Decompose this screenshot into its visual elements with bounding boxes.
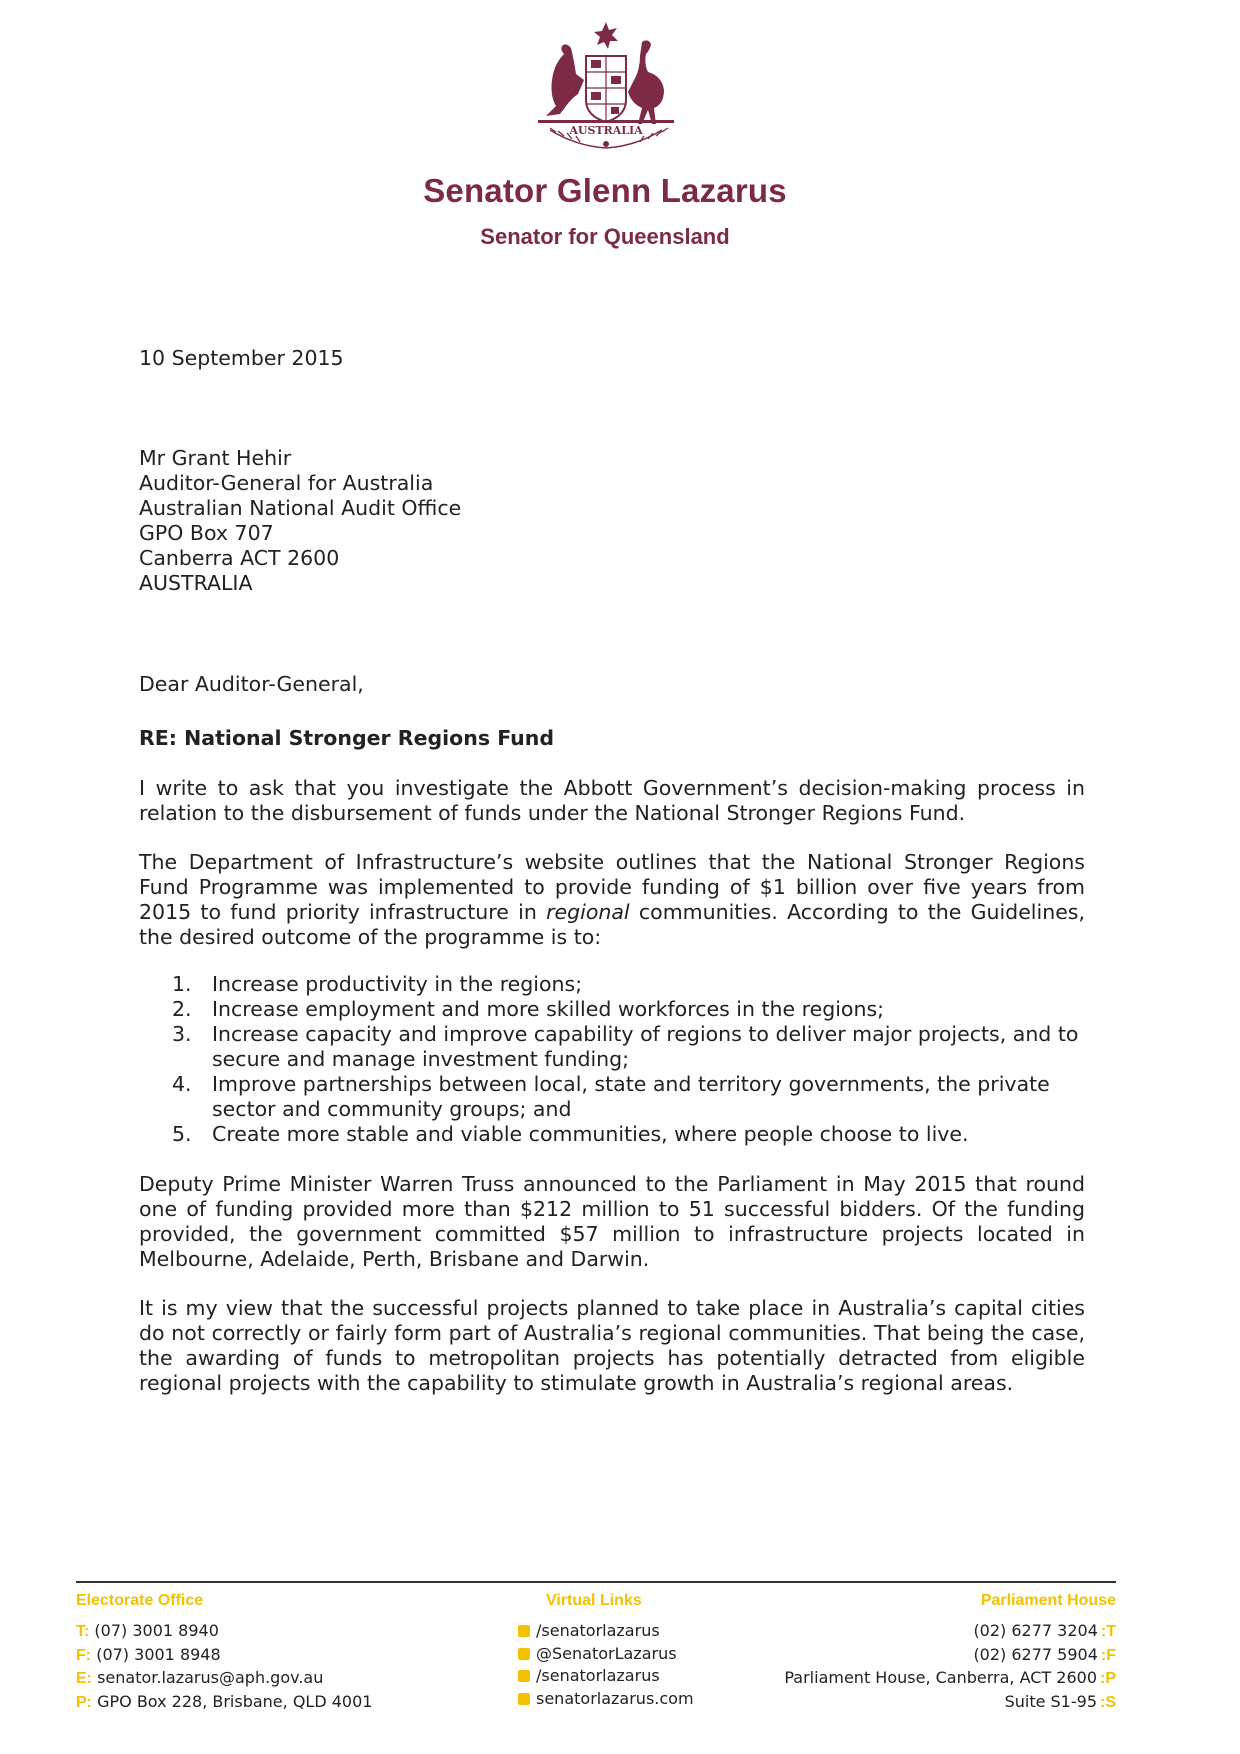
- address-line: Canberra ACT 2600: [139, 546, 340, 570]
- contact-key: P:: [76, 1693, 92, 1711]
- list-item-text: Increase employment and more skilled workforces in the regions;: [212, 997, 885, 1021]
- paragraph-2: [139, 850, 1085, 950]
- list-item-text: Create more stable and viable communities, where people choose to live.: [212, 1122, 969, 1146]
- website-link: senatorlazarus.com: [536, 1688, 694, 1708]
- paragraph-2-emphasis: regional: [546, 900, 630, 924]
- contact-row: [784, 1644, 1116, 1668]
- address-line: AUSTRALIA: [139, 571, 253, 595]
- footer-divider: [76, 1581, 1116, 1583]
- youtube-icon: [518, 1670, 530, 1682]
- list-item-text: Increase productivity in the regions;: [212, 972, 583, 996]
- parliament-house-details: [784, 1620, 1116, 1714]
- fax-number: (07) 3001 8948: [96, 1644, 221, 1664]
- letter-date: 10 September 2015: [139, 346, 344, 370]
- facebook-link: /senatorlazarus: [536, 1621, 660, 1640]
- electorate-office-heading: Electorate Office: [76, 1592, 204, 1609]
- list-number: 4.: [172, 1072, 192, 1096]
- contact-row: [518, 1688, 694, 1711]
- youtube-link: /senatorlazarus: [536, 1666, 660, 1685]
- contact-row: [784, 1620, 1116, 1644]
- contact-row: [784, 1691, 1116, 1715]
- contact-row: [518, 1643, 694, 1666]
- paragraph-4: It is my view that the successful projects planned to take place in Australia’s capital cities do not correctly or fairly form part of Australia’s regional communities. That being the case, the awarding of funds to metropolitan projects has potentially detracted from eligible regional projects with the capability to stimulate growth in Australia’s regional areas.: [139, 1296, 1085, 1395]
- list-item: [172, 1072, 1085, 1122]
- contact-key: :P: [1100, 1670, 1116, 1687]
- paragraph-3: Deputy Prime Minister Warren Truss announced to the Parliament in May 2015 that round one of funding provided more than $212 million to 51 successful bidders. Of the funding provided, the government committed $57 million to infrastructure projects located in Melbourne, Adelaide, Perth, Brisbane and Darwin.: [139, 1172, 1085, 1271]
- contact-key: F:: [76, 1646, 92, 1664]
- recipient-address: [139, 446, 1085, 596]
- address-line: Mr Grant Hehir: [139, 446, 292, 470]
- list-item: [172, 1022, 1085, 1072]
- web-icon: [518, 1693, 530, 1705]
- outcomes-list: [172, 972, 1085, 1147]
- salutation: Dear Auditor-General,: [139, 672, 364, 696]
- twitter-link: @SenatorLazarus: [536, 1643, 677, 1663]
- contact-key: T:: [76, 1623, 90, 1640]
- list-item-text: Increase capacity and improve capability of regions to deliver major projects, and to secure and manage investment funding;: [212, 1022, 1079, 1071]
- email-address: senator.lazarus@aph.gov.au: [97, 1668, 324, 1687]
- contact-key: E:: [76, 1670, 92, 1687]
- postal-address: GPO Box 228, Brisbane, QLD 4001: [97, 1691, 373, 1711]
- coat-of-arms-logo: [516, 20, 696, 150]
- list-item: [172, 997, 1085, 1022]
- suite-number: Suite S1-95: [1004, 1691, 1097, 1711]
- paragraph-2-after: communities. According to the Guidelines, the desired outcome of the programme is to:: [139, 900, 1086, 949]
- kangaroo-icon: [546, 44, 584, 116]
- address-line: GPO Box 707: [139, 521, 274, 545]
- contact-row: [76, 1667, 372, 1691]
- star-icon: [594, 22, 618, 49]
- paragraph-2-before: The Department of Infrastructure’s website outlines that the National Stronger Regions Fund Programme was implemented to provide funding of $1 billion over five years from 2015 to fund priority infrastructure in: [139, 850, 1085, 924]
- list-item: [172, 972, 1085, 997]
- emu-icon: [628, 40, 664, 124]
- virtual-links-heading: Virtual Links: [546, 1592, 642, 1609]
- sender-name: Senator Glenn Lazarus: [423, 172, 787, 209]
- list-item-text: Improve partnerships between local, state and territory governments, the private sector and community groups; and: [212, 1072, 1050, 1121]
- contact-row: [784, 1667, 1116, 1691]
- electorate-office-details: [76, 1620, 372, 1714]
- address-line: Auditor-General for Australia: [139, 471, 434, 495]
- paragraph-1: I write to ask that you investigate the Abbott Government’s decision-making process in relation to the disbursement of funds under the National Stronger Regions Fund.: [139, 776, 1085, 825]
- address-line: Australian National Audit Office: [139, 496, 462, 520]
- phone-number: (07) 3001 8940: [94, 1621, 219, 1640]
- contact-row: [518, 1665, 694, 1688]
- parliament-house-heading: Parliament House: [980, 1592, 1116, 1609]
- fax-number: (02) 6277 5904: [973, 1644, 1098, 1664]
- phone-number: (02) 6277 3204: [973, 1621, 1098, 1640]
- contact-key: :S: [1100, 1693, 1116, 1711]
- list-number: 1.: [172, 972, 192, 996]
- list-number: 5.: [172, 1122, 192, 1146]
- facebook-icon: [518, 1625, 530, 1637]
- sender-title: Senator for Queensland: [480, 224, 730, 249]
- virtual-links-details: [518, 1620, 694, 1710]
- contact-row: [76, 1691, 372, 1715]
- subject-line: RE: National Stronger Regions Fund: [139, 726, 555, 750]
- contact-key: :F: [1100, 1646, 1116, 1664]
- list-item: [172, 1122, 1085, 1147]
- list-number: 3.: [172, 1022, 192, 1046]
- twitter-icon: [518, 1648, 530, 1660]
- crest-text: AUSTRALIA: [569, 124, 643, 137]
- contact-row: [76, 1644, 372, 1668]
- postal-address: Parliament House, Canberra, ACT 2600: [784, 1668, 1097, 1687]
- contact-key: :T: [1100, 1623, 1116, 1640]
- contact-row: [518, 1620, 694, 1643]
- list-number: 2.: [172, 997, 192, 1021]
- contact-row: [76, 1620, 372, 1644]
